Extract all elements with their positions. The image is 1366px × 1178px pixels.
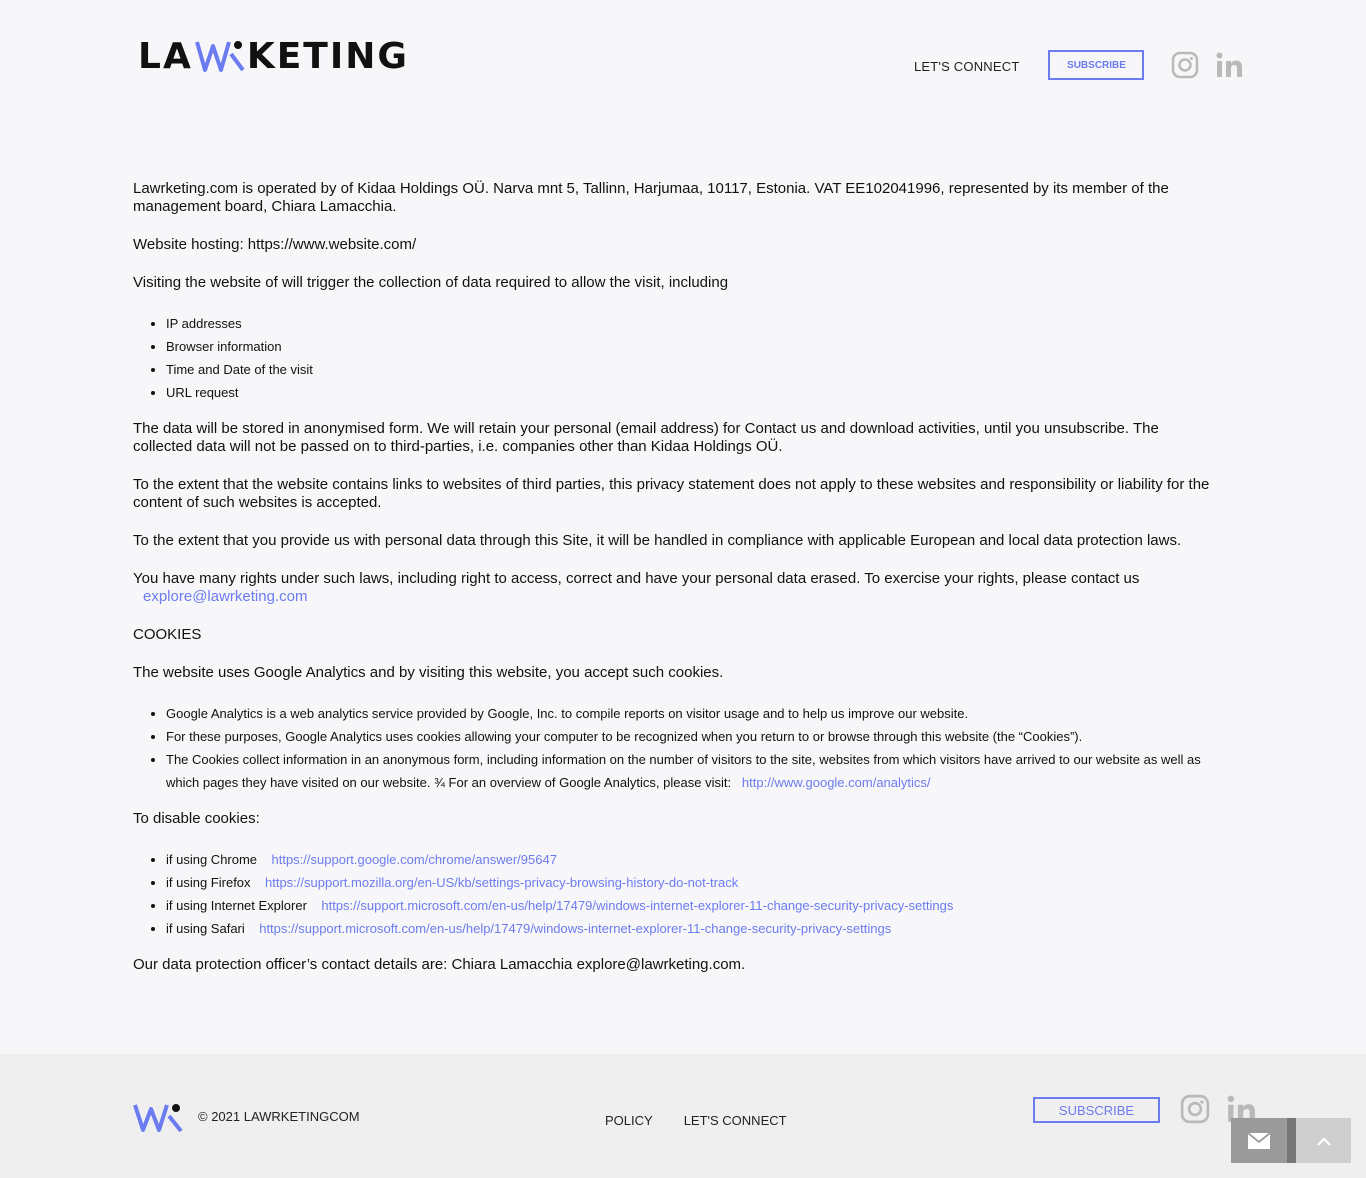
floating-separator	[1287, 1118, 1296, 1163]
chrome-link[interactable]: https://support.google.com/chrome/answer/95647	[271, 852, 557, 867]
logo-text-right: KETING	[246, 35, 409, 77]
analytics-list	[133, 702, 1213, 794]
browser-label: if using Firefox	[166, 875, 251, 890]
browser-label: if using Safari	[166, 921, 245, 936]
list-item	[166, 871, 1213, 894]
site-header	[0, 0, 1366, 110]
footer-nav	[605, 1113, 787, 1128]
list-item	[166, 748, 1213, 794]
nav-lets-connect[interactable]: LET'S CONNECT	[914, 58, 1020, 74]
disable-cookies-heading: To disable cookies:	[133, 810, 260, 827]
footer-lets-connect-link[interactable]: LET'S CONNECT	[683, 1113, 787, 1128]
header-social	[1171, 51, 1243, 79]
google-analytics-link[interactable]: http://www.google.com/analytics/	[741, 775, 931, 790]
rights-text: You have many rights under such laws, including right to access, correct and have your personal data erased. To exercise your rights, please contact us	[133, 570, 1140, 587]
visit-paragraph: Visiting the website of will trigger the collection of data required to allow the visit, including	[133, 274, 729, 291]
header-nav	[914, 50, 1243, 80]
browser-label: if using Chrome	[166, 852, 258, 867]
collected-data-list	[133, 312, 1213, 404]
compliance-paragraph: To the extent that you provide us with personal data through this Site, it will be handled in compliance with applicable European and local data protection laws.	[133, 532, 1182, 549]
footer-logo-icon[interactable]	[133, 1102, 183, 1134]
list-item: • Browser information	[166, 335, 1213, 358]
list-item: • IP addresses	[166, 312, 1213, 335]
list-item	[166, 894, 1213, 917]
disable-cookies-list	[133, 848, 1213, 940]
logo-text-left: LA	[138, 35, 193, 77]
internet-explorer-link[interactable]: https://support.microsoft.com/en-us/help/17479/windows-internet-explorer-11-change-security-privacy-settings	[321, 898, 954, 913]
list-item	[166, 848, 1213, 871]
footer-subscribe-button[interactable]: SUBSCRIBE	[1033, 1097, 1160, 1123]
storage-paragraph: The data will be stored in anonymised form. We will retain your personal (email address) for Contact us and download activities, until you unsubscribe. The collected data will not be passed on to third-parties, i.e. companies other than Kidaa Holdings OÜ.	[133, 420, 1159, 455]
safari-link[interactable]: https://support.microsoft.com/en-us/help/17479/windows-internet-explorer-11-change-security-privacy-settings	[259, 921, 892, 936]
contact-email-link[interactable]: explore@lawrketing.com	[143, 588, 308, 605]
logo-wr-mark	[195, 38, 245, 74]
mail-icon	[1248, 1133, 1270, 1149]
site-footer	[0, 1054, 1366, 1178]
list-item: • Time and Date of the visit	[166, 358, 1213, 381]
list-item: • URL request	[166, 381, 1213, 404]
cookies-heading: COOKIES	[133, 626, 202, 643]
privacy-content	[133, 180, 1213, 994]
list-item: • For these purposes, Google Analytics uses cookies allowing your computer to be recognized when you return to or browse through this website (the “Cookies”).	[166, 725, 1213, 748]
cookies-paragraph: The website uses Google Analytics and by visiting this website, you accept such cookies.	[133, 664, 724, 681]
hosting-paragraph: Website hosting: https://www.website.com/	[133, 236, 417, 253]
operator-paragraph: Lawrketing.com is operated by of Kidaa Holdings OÜ. Narva mnt 5, Tallinn, Harjumaa, 10117, Estonia. VAT EE102041996, represented by its member of the management board, Chiara Lamacchia.	[133, 180, 1169, 215]
third-party-paragraph: To the extent that the website contains links to websites of third parties, this privacy statement does not apply to these websites and responsibility or liability for the content of such websites is accepted.	[133, 476, 1210, 511]
dpo-paragraph: Our data protection officer’s contact details are: Chiara Lamacchia explore@lawrketing.com.	[133, 956, 746, 973]
instagram-icon[interactable]	[1171, 51, 1199, 79]
scroll-to-top-button[interactable]	[1296, 1118, 1351, 1163]
instagram-icon[interactable]	[1180, 1094, 1210, 1124]
browser-label: if using Internet Explorer	[166, 898, 307, 913]
contact-mail-button[interactable]	[1231, 1118, 1287, 1163]
rights-paragraph	[133, 570, 1213, 606]
footer-copyright: © 2021 LAWRKETINGCOM	[198, 1109, 360, 1124]
subscribe-button[interactable]: SUBSCRIBE	[1048, 50, 1144, 80]
site-logo[interactable]	[138, 36, 409, 76]
analytics-overview-text: The Cookies collect information in an anonymous form, including information on the number of visitors to the site, websites from which visitors have arrived to our website as well as which pages they have visited on our website. ¾ For an overview of Google Analytics, please visit:	[166, 752, 1201, 790]
linkedin-icon[interactable]	[1215, 51, 1243, 79]
list-item: • Google Analytics is a web analytics service provided by Google, Inc. to compile reports on visitor usage and to help us improve our website.	[166, 702, 1213, 725]
firefox-link[interactable]: https://support.mozilla.org/en-US/kb/settings-privacy-browsing-history-do-not-track	[265, 875, 739, 890]
chevron-up-icon	[1316, 1136, 1332, 1146]
list-item	[166, 917, 1213, 940]
footer-policy-link[interactable]: POLICY	[605, 1113, 653, 1128]
